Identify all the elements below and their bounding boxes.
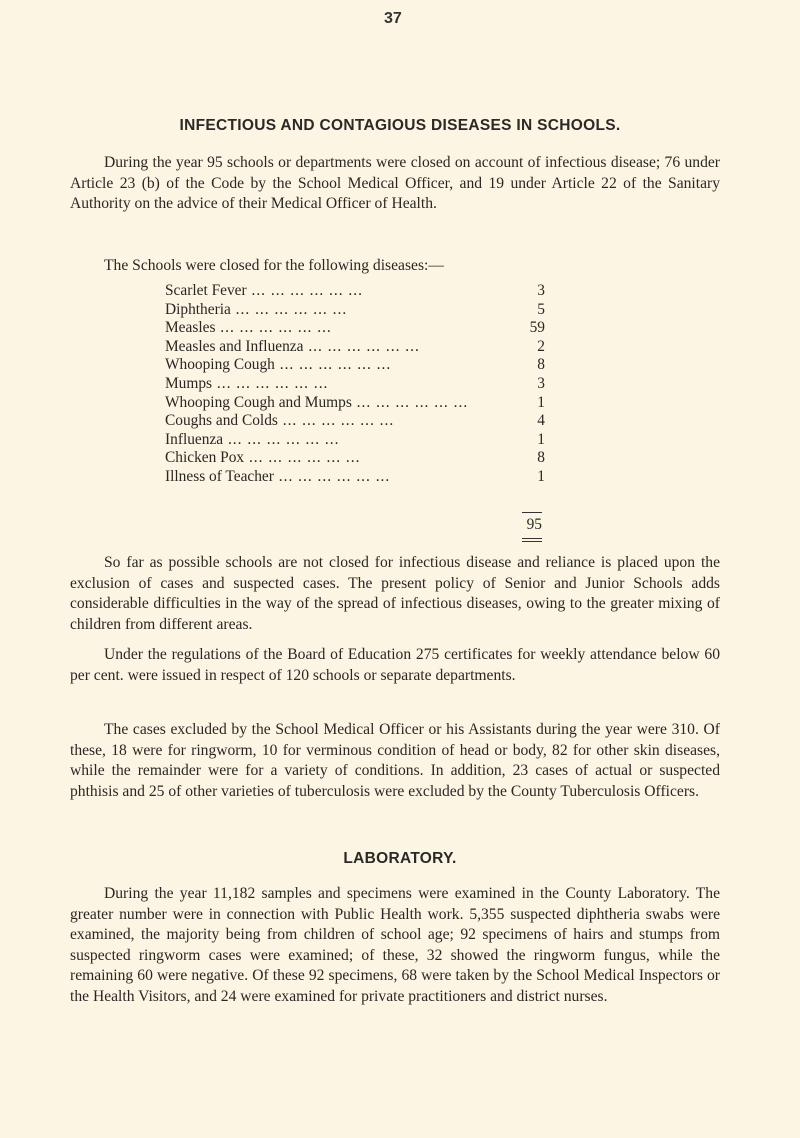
table-row [165, 468, 545, 487]
paragraph-text: The cases excluded by the School Medical Officer or his Assistants during the year were 310. Of these, 18 were for ringworm, 10 for verminous condition of head or body, 82 for other skin diseases, while the remainder were for a variety of conditions. In addition, 23 cases of actual or suspected phthisis and 25 of other varieties of tuberculosis were excluded by the County Tuberculosis Officers. [70, 721, 720, 800]
disease-label: Mumps ... [165, 375, 513, 394]
double-rule-bottom [522, 541, 542, 542]
table-row [165, 412, 545, 431]
table-row [165, 282, 545, 301]
disease-count: 8 [513, 356, 545, 375]
laboratory-heading: LABORATORY. [343, 850, 457, 867]
table-row [165, 301, 545, 320]
sum-rule [522, 512, 542, 513]
closures-table [165, 282, 545, 487]
paragraph-text: Under the regulations of the Board of Education 275 certificates for weekly attendance below 60 per cent. were issued in respect of 120 schools or separate departments. [70, 646, 720, 684]
disease-count: 3 [513, 282, 545, 301]
disease-count: 8 [513, 449, 545, 468]
disease-label: Illness of Teacher ... [165, 468, 513, 487]
table-row [165, 356, 545, 375]
intro-paragraph [70, 153, 720, 215]
page-number: 37 [384, 10, 402, 27]
closure-lead-text: The Schools were closed for the following diseases:— [104, 257, 444, 274]
disease-label: Coughs and Colds ... [165, 412, 513, 431]
closures-total: 95 [526, 516, 542, 533]
table-row [165, 375, 545, 394]
table-row [165, 338, 545, 357]
disease-label: Scarlet Fever ... [165, 282, 513, 301]
disease-label: Whooping Cough ... [165, 356, 513, 375]
paragraph-text: So far as possible schools are not closed for infectious disease and reliance is placed upon the exclusion of cases and suspected cases. The present policy of Senior and Junior Schools adds considerable difficulties in the way of the spread of infectious diseases, owing to the greater mixing of children from different areas. [70, 554, 720, 633]
paragraph-exclusion-policy [70, 553, 720, 635]
double-rule-top [522, 538, 542, 539]
disease-count: 1 [513, 468, 545, 487]
paragraph-excluded-cases [70, 720, 720, 802]
table-row [165, 431, 545, 450]
laboratory-paragraph [70, 884, 720, 1008]
disease-count: 2 [513, 338, 545, 357]
paragraph-attendance-certificates [70, 645, 720, 686]
table-row [165, 449, 545, 468]
paragraph-text: During the year 11,182 samples and specimens were examined in the County Laboratory. The greater number were in connection with Public Health work. 5,355 suspected diphtheria swabs were examined, the majority being from children of school age; 92 specimens of hairs and stumps from suspected ringworm cases were examined; of these, 32 showed the ringworm fungus, while the remaining 60 were negative. Of these 92 specimens, 68 were taken by the School Medical Inspectors or the Health Visitors, and 24 were examined for private practitioners and district nurses. [70, 885, 720, 1005]
disease-count: 1 [513, 394, 545, 413]
intro-text: During the year 95 schools or departments were closed on account of infectious disease; 76 under Article 23 (b) of the Code by the School Medical Officer, and 19 under Article 22 of the Sanitary Authority on the advice of their Medical Officer of Health. [70, 154, 720, 213]
disease-count: 3 [513, 375, 545, 394]
disease-label: Whooping Cough and Mumps ... [165, 394, 513, 413]
disease-count: 4 [513, 412, 545, 431]
disease-label: Diphtheria ... [165, 301, 513, 320]
closure-lead [70, 256, 720, 277]
disease-count: 5 [513, 301, 545, 320]
table-row [165, 319, 545, 338]
disease-label: Chicken Pox ... [165, 449, 513, 468]
page-title: INFECTIOUS AND CONTAGIOUS DISEASES IN SCHOOLS. [179, 117, 621, 134]
table-row [165, 394, 545, 413]
disease-count: 59 [513, 319, 545, 338]
disease-label: Measles and Influenza ... [165, 338, 513, 357]
disease-label: Influenza ... [165, 431, 513, 450]
disease-count: 1 [513, 431, 545, 450]
disease-label: Measles ... [165, 319, 513, 338]
